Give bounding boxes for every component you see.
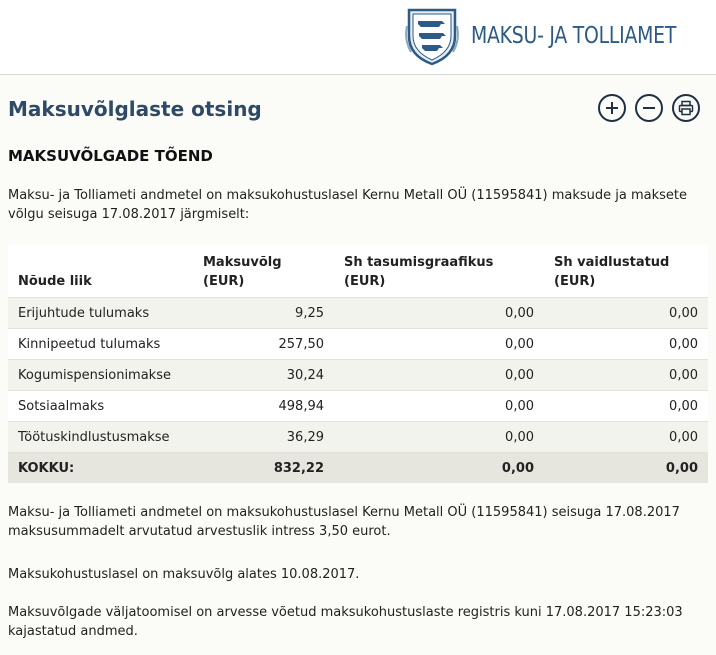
zoom-out-icon bbox=[641, 100, 657, 116]
header-payment-schedule-unit: (EUR) bbox=[344, 274, 386, 289]
header-tax-debt-label: Maksuvõlg bbox=[203, 255, 282, 270]
site-logo[interactable] bbox=[405, 6, 716, 66]
table-header-row bbox=[8, 245, 708, 298]
intro-text: Maksu- ja Tolliameti andmetel on maksukohustuslasel Kernu Metall OÜ (11595841) maksude ja maksete võlgu seisuga 17.08.2017 järgmiselt: bbox=[8, 188, 688, 222]
interest-text: Maksu- ja Tolliameti andmetel on maksukohustuslasel Kernu Metall OÜ (11595841) seisuga 17.08.2017 maksusummadelt arvutatud arvestuslik intress 3,50 eurot. bbox=[8, 505, 680, 539]
cell-tax-debt: 498,94 bbox=[193, 391, 334, 422]
table-row bbox=[8, 329, 708, 360]
cell-claim-type: Erijuhtude tulumaks bbox=[8, 298, 193, 329]
header-disputed-unit: (EUR) bbox=[554, 274, 596, 289]
cell-claim-type: Kinnipeetud tulumaks bbox=[8, 329, 193, 360]
main-content bbox=[0, 75, 716, 655]
cell-payment-schedule: 0,00 bbox=[334, 298, 544, 329]
page-title: Maksuvõlglaste otsing bbox=[8, 97, 262, 121]
table-total-row bbox=[8, 453, 708, 484]
cell-disputed: 0,00 bbox=[544, 298, 708, 329]
total-disputed: 0,00 bbox=[544, 453, 708, 484]
cell-payment-schedule: 0,00 bbox=[334, 391, 544, 422]
table-row bbox=[8, 422, 708, 453]
coat-of-arms-icon bbox=[405, 6, 459, 66]
logo-text: MAKSU- JA TOLLIAMET bbox=[471, 23, 677, 49]
total-tax-debt: 832,22 bbox=[193, 453, 334, 484]
debt-since-text: Maksukohustuslasel on maksuvõlg alates 10.08.2017. bbox=[8, 567, 360, 582]
cell-claim-type: Töötuskindlustusmakse bbox=[8, 422, 193, 453]
cell-claim-type: Kogumispensionimakse bbox=[8, 360, 193, 391]
header-tax-debt-unit: (EUR) bbox=[203, 274, 245, 289]
tax-debt-table bbox=[8, 245, 708, 483]
zoom-in-icon bbox=[604, 100, 620, 116]
cell-payment-schedule: 0,00 bbox=[334, 422, 544, 453]
header-disputed bbox=[544, 245, 708, 298]
cell-tax-debt: 30,24 bbox=[193, 360, 334, 391]
site-header bbox=[0, 0, 716, 75]
total-payment-schedule: 0,00 bbox=[334, 453, 544, 484]
zoom-out-button[interactable] bbox=[635, 94, 663, 122]
cell-disputed: 0,00 bbox=[544, 329, 708, 360]
zoom-in-button[interactable] bbox=[598, 94, 626, 122]
cell-disputed: 0,00 bbox=[544, 360, 708, 391]
table-row bbox=[8, 298, 708, 329]
cell-claim-type: Sotsiaalmaks bbox=[8, 391, 193, 422]
cell-tax-debt: 36,29 bbox=[193, 422, 334, 453]
table-row bbox=[8, 391, 708, 422]
cell-tax-debt: 257,50 bbox=[193, 329, 334, 360]
total-label: KOKKU: bbox=[8, 453, 193, 484]
cell-payment-schedule: 0,00 bbox=[334, 360, 544, 391]
certificate-title: MAKSUVÕLGADE TÕEND bbox=[8, 147, 213, 165]
cell-disputed: 0,00 bbox=[544, 422, 708, 453]
registry-text: Maksuvõlgade väljatoomisel on arvesse võetud maksukohustuslaste registris kuni 17.08.2017 15:23:03 kajastatud andmed. bbox=[8, 605, 683, 639]
cell-payment-schedule: 0,00 bbox=[334, 329, 544, 360]
header-tax-debt bbox=[193, 245, 334, 298]
cell-disputed: 0,00 bbox=[544, 391, 708, 422]
header-payment-schedule-label: Sh tasumisgraafikus bbox=[344, 255, 494, 270]
table-row bbox=[8, 360, 708, 391]
header-claim-type: Nõude liik bbox=[8, 245, 193, 298]
header-disputed-label: Sh vaidlustatud bbox=[554, 255, 670, 270]
print-button[interactable] bbox=[672, 94, 700, 122]
toolbar bbox=[598, 94, 700, 122]
cell-tax-debt: 9,25 bbox=[193, 298, 334, 329]
header-payment-schedule bbox=[334, 245, 544, 298]
print-icon bbox=[678, 100, 694, 116]
